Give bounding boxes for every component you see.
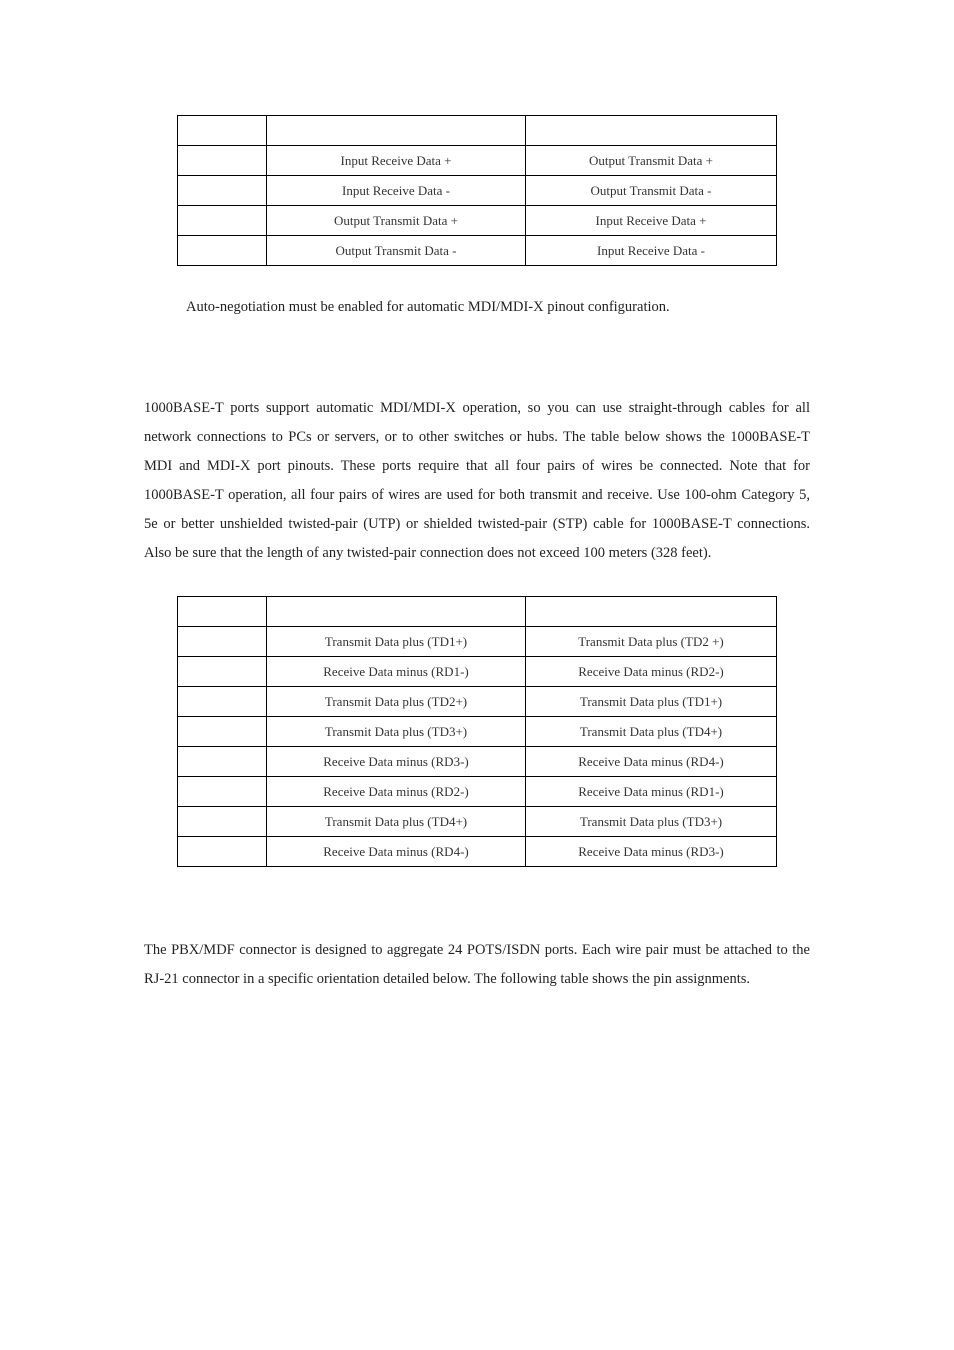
table-header-row bbox=[178, 116, 777, 146]
pin-cell bbox=[178, 176, 267, 206]
mdix-signal-cell: Input Receive Data + bbox=[526, 206, 777, 236]
mdix-signal-cell: Input Receive Data - bbox=[526, 236, 777, 266]
pin-cell bbox=[178, 206, 267, 236]
header-cell bbox=[267, 597, 526, 627]
table-row bbox=[178, 747, 777, 777]
mdix-signal-cell: Output Transmit Data + bbox=[526, 146, 777, 176]
pin-cell bbox=[178, 236, 267, 266]
table-row bbox=[178, 627, 777, 657]
table-row bbox=[178, 777, 777, 807]
mdi-signal-cell: Receive Data minus (RD4-) bbox=[267, 837, 526, 867]
mdix-signal-cell: Receive Data minus (RD3-) bbox=[526, 837, 777, 867]
mdi-signal-cell: Receive Data minus (RD3-) bbox=[267, 747, 526, 777]
gigabit-pinout-table bbox=[177, 596, 777, 867]
mdi-signal-cell: Transmit Data plus (TD2+) bbox=[267, 687, 526, 717]
pin-cell bbox=[178, 146, 267, 176]
pin-cell bbox=[178, 777, 267, 807]
pin-cell bbox=[178, 657, 267, 687]
header-cell bbox=[267, 116, 526, 146]
header-cell bbox=[526, 116, 777, 146]
gigabit-description-paragraph: 1000BASE-T ports support automatic MDI/MDI-X operation, so you can use straight-through cables for all network connections to PCs or servers, or to other switches or hubs. The table below shows the 1000BASE-T MDI and MDI-X port pinouts. These ports require that all four pairs of wires be connected. Note that for 1000BASE-T operation, all four pairs of wires are used for both transmit and receive. Use 100-ohm Category 5, 5e or better unshielded twisted-pair (UTP) or shielded twisted-pair (STP) cable for 1000BASE-T connections. Also be sure that the length of any twisted-pair connection does not exceed 100 meters (328 feet). bbox=[144, 400, 810, 561]
mdi-signal-cell: Receive Data minus (RD2-) bbox=[267, 777, 526, 807]
mdi-signal-cell: Output Transmit Data + bbox=[267, 206, 526, 236]
table-row bbox=[178, 176, 777, 206]
header-cell bbox=[526, 597, 777, 627]
pin-cell bbox=[178, 717, 267, 747]
table-header-row bbox=[178, 597, 777, 627]
mdix-signal-cell: Transmit Data plus (TD3+) bbox=[526, 807, 777, 837]
pin-cell bbox=[178, 837, 267, 867]
table-row bbox=[178, 717, 777, 747]
table-row bbox=[178, 657, 777, 687]
mdi-signal-cell: Transmit Data plus (TD3+) bbox=[267, 717, 526, 747]
mdix-signal-cell: Receive Data minus (RD4-) bbox=[526, 747, 777, 777]
mdix-signal-cell: Transmit Data plus (TD4+) bbox=[526, 717, 777, 747]
header-cell bbox=[178, 116, 267, 146]
mdi-signal-cell: Input Receive Data - bbox=[267, 176, 526, 206]
mdi-signal-cell: Transmit Data plus (TD1+) bbox=[267, 627, 526, 657]
pin-cell bbox=[178, 747, 267, 777]
table-row bbox=[178, 206, 777, 236]
table-row bbox=[178, 236, 777, 266]
pin-cell bbox=[178, 807, 267, 837]
pin-cell bbox=[178, 687, 267, 717]
pin-cell bbox=[178, 627, 267, 657]
mdi-pinout-table bbox=[177, 115, 777, 266]
mdi-signal-cell: Output Transmit Data - bbox=[267, 236, 526, 266]
header-cell bbox=[178, 597, 267, 627]
table-row bbox=[178, 687, 777, 717]
table-row bbox=[178, 837, 777, 867]
mdix-signal-cell: Receive Data minus (RD1-) bbox=[526, 777, 777, 807]
mdi-signal-cell: Transmit Data plus (TD4+) bbox=[267, 807, 526, 837]
mdi-signal-cell: Receive Data minus (RD1-) bbox=[267, 657, 526, 687]
mdi-signal-cell: Input Receive Data + bbox=[267, 146, 526, 176]
mdix-signal-cell: Receive Data minus (RD2-) bbox=[526, 657, 777, 687]
table-row bbox=[178, 807, 777, 837]
table-row bbox=[178, 146, 777, 176]
pbx-description-paragraph: The PBX/MDF connector is designed to aggregate 24 POTS/ISDN ports. Each wire pair must be attached to the RJ-21 connector in a specific orientation detailed below. The following table shows the pin assignments. bbox=[144, 942, 810, 987]
mdix-signal-cell: Output Transmit Data - bbox=[526, 176, 777, 206]
mdix-signal-cell: Transmit Data plus (TD1+) bbox=[526, 687, 777, 717]
mdix-signal-cell: Transmit Data plus (TD2 +) bbox=[526, 627, 777, 657]
autoneg-note: Auto-negotiation must be enabled for automatic MDI/MDI-X pinout configuration. bbox=[186, 299, 670, 315]
